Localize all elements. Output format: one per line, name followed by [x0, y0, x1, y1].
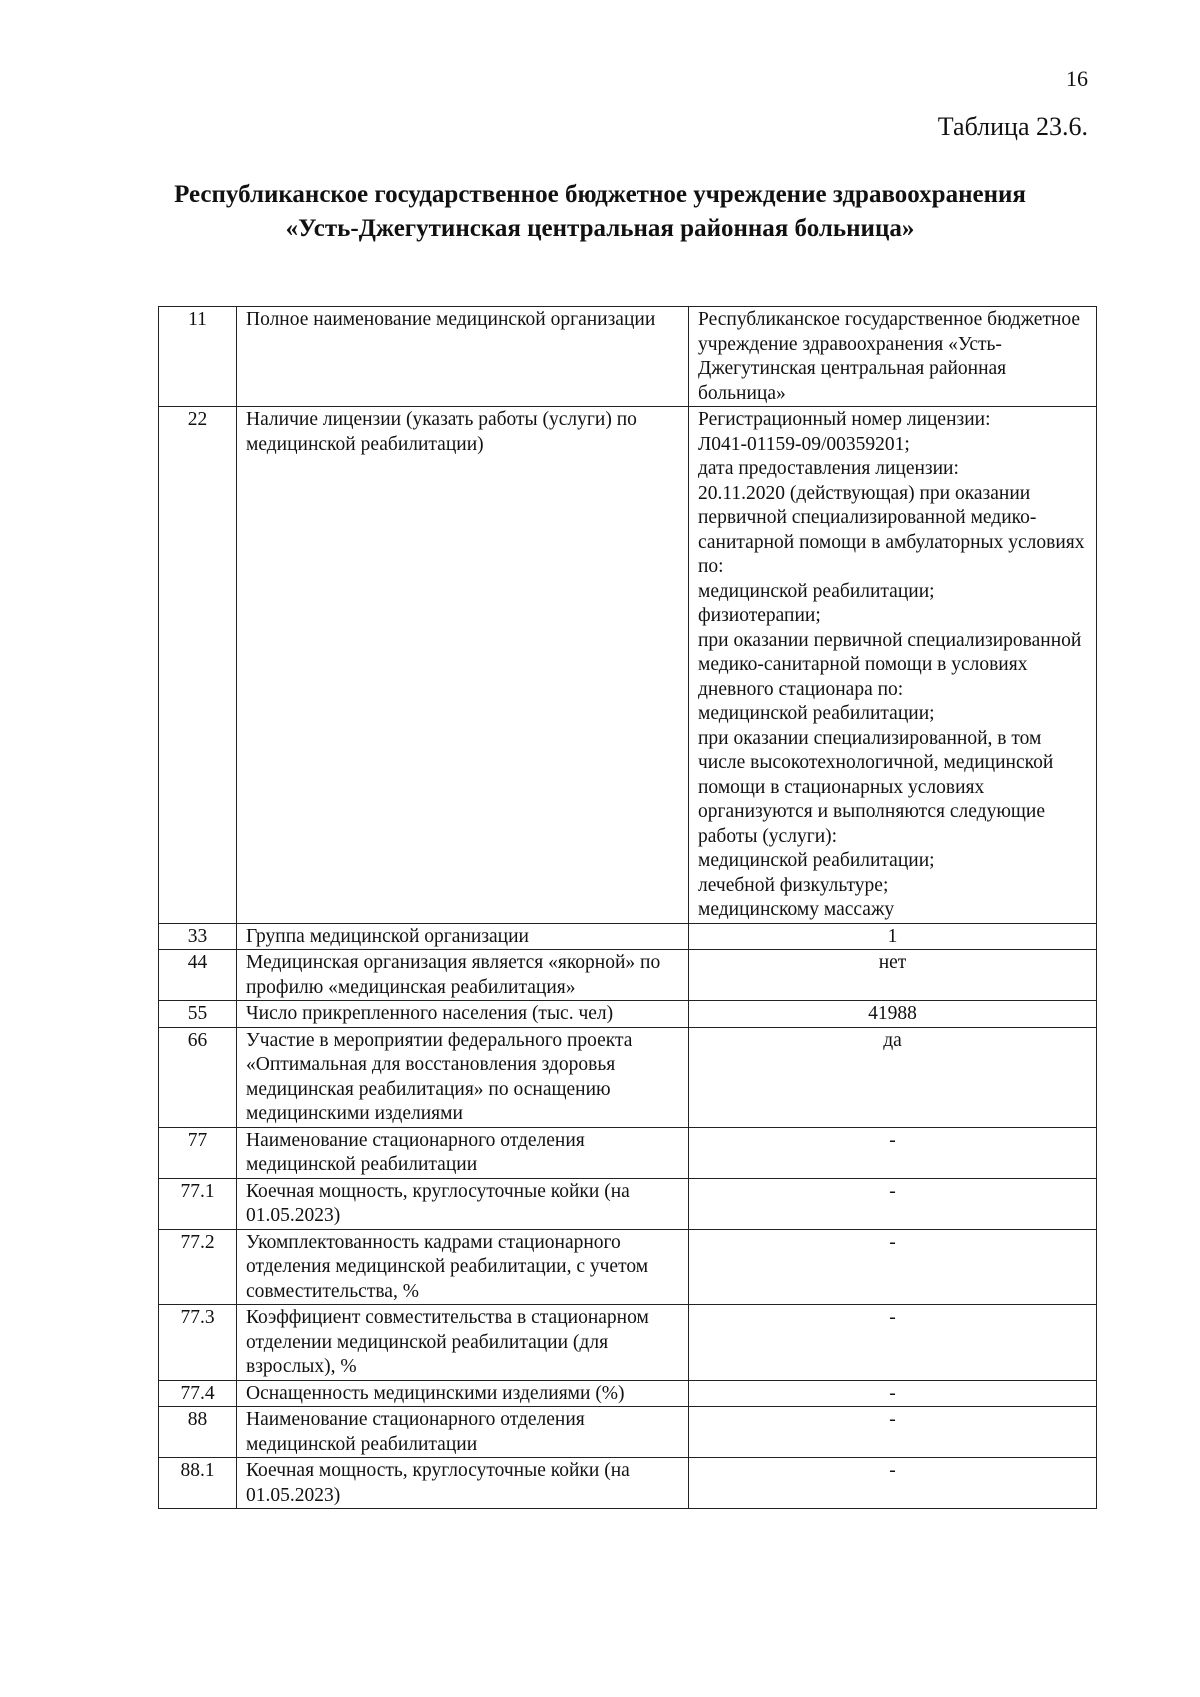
row-value: - — [689, 1380, 1097, 1407]
row-number: 55 — [159, 1001, 237, 1028]
table-row — [159, 307, 1097, 407]
row-number: 77.1 — [159, 1178, 237, 1229]
table-row — [159, 1458, 1097, 1509]
table-row — [159, 950, 1097, 1001]
row-value: - — [689, 1458, 1097, 1509]
table-row — [159, 1380, 1097, 1407]
page-number: 16 — [1066, 66, 1088, 91]
table-row — [159, 1178, 1097, 1229]
table-row — [159, 923, 1097, 950]
row-label: Наименование стационарного отделения медицинской реабилитации — [237, 1127, 689, 1178]
row-value: 1 — [689, 923, 1097, 950]
row-number: 88 — [159, 1407, 237, 1458]
row-number: 77.2 — [159, 1229, 237, 1305]
table-row — [159, 1407, 1097, 1458]
table-row — [159, 1001, 1097, 1028]
row-label: Коечная мощность, круглосуточные койки (на 01.05.2023) — [237, 1178, 689, 1229]
row-value: - — [689, 1229, 1097, 1305]
row-label: Число прикрепленного населения (тыс. чел) — [237, 1001, 689, 1028]
row-label: Участие в мероприятии федерального проекта «Оптимальная для восстановления здоровья медицинская реабилитация» по оснащению медицинскими изделиями — [237, 1027, 689, 1127]
table-row — [159, 407, 1097, 924]
info-table — [158, 306, 1097, 1509]
row-label: Полное наименование медицинской организации — [237, 307, 689, 407]
row-label: Группа медицинской организации — [237, 923, 689, 950]
row-number: 66 — [159, 1027, 237, 1127]
row-value: да — [689, 1027, 1097, 1127]
row-value: Республиканское государственное бюджетное учреждение здравоохранения «Усть-Джегутинская центральная районная больница» — [689, 307, 1097, 407]
row-label: Наименование стационарного отделения медицинской реабилитации — [237, 1407, 689, 1458]
row-number: 22 — [159, 407, 237, 924]
row-label: Наличие лицензии (указать работы (услуги) по медицинской реабилитации) — [237, 407, 689, 924]
row-label: Оснащенность медицинскими изделиями (%) — [237, 1380, 689, 1407]
row-label: Медицинская организация является «якорной» по профилю «медицинская реабилитация» — [237, 950, 689, 1001]
document-title: Республиканское государственное бюджетное учреждение здравоохранения «Усть-Джегутинская центральная районная больница» — [174, 181, 1026, 242]
row-number: 44 — [159, 950, 237, 1001]
row-number: 33 — [159, 923, 237, 950]
table-row — [159, 1229, 1097, 1305]
row-value: Регистрационный номер лицензии: Л041-01159-09/00359201; дата предоставления лицензии: 20.11.2020 (действующая) при оказании первичной специализированной медико-санитарной помощи в амбулаторных условиях по: медицинской реабилитации; физиотерапии; при оказании первичной специализированной медико-санитарной помощи в условиях дневного стационара по: медицинской реабилитации; при оказании специализированной, в том числе высокотехнологичной, медицинской помощи в стационарных условиях организуются и выполняются следующие работы (услуги): медицинской реабилитации; лечебной физкультуре; медицинскому массажу — [689, 407, 1097, 924]
row-label: Коечная мощность, круглосуточные койки (на 01.05.2023) — [237, 1458, 689, 1509]
row-number: 11 — [159, 307, 237, 407]
row-value: 41988 — [689, 1001, 1097, 1028]
row-number: 77 — [159, 1127, 237, 1178]
row-value: - — [689, 1178, 1097, 1229]
row-value: нет — [689, 950, 1097, 1001]
table-row — [159, 1027, 1097, 1127]
row-number: 77.3 — [159, 1305, 237, 1381]
table-label: Таблица 23.6. — [937, 112, 1088, 141]
table-row — [159, 1305, 1097, 1381]
row-label: Укомплектованность кадрами стационарного отделения медицинской реабилитации, с учетом совместительства, % — [237, 1229, 689, 1305]
row-label: Коэффициент совместительства в стационарном отделении медицинской реабилитации (для взрослых), % — [237, 1305, 689, 1381]
row-number: 88.1 — [159, 1458, 237, 1509]
row-value: - — [689, 1127, 1097, 1178]
table-row — [159, 1127, 1097, 1178]
row-number: 77.4 — [159, 1380, 237, 1407]
row-value: - — [689, 1407, 1097, 1458]
row-value: - — [689, 1305, 1097, 1381]
